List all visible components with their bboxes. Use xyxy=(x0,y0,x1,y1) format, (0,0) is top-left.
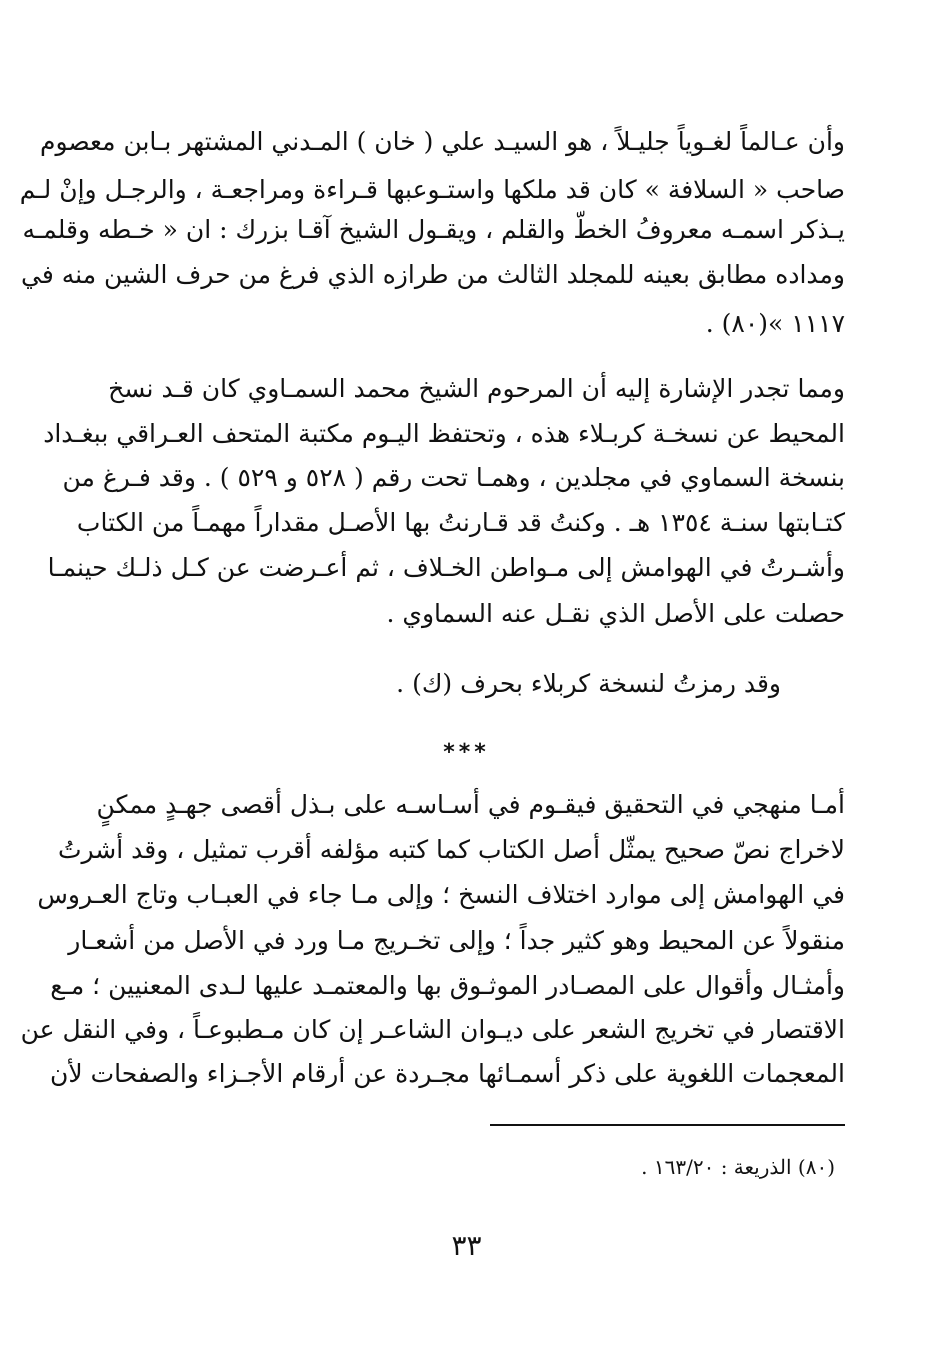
paragraph-2-line-3: بنسخة السماوي في مجلدين ، وهمـا تحت رقم ( ٥٢٨ و ٥٢٩ ) . وقد فـرغ من xyxy=(62,463,845,492)
paragraph-4-line-1: أمـا منهجي في التحقيق فيقـوم في أسـاسـه على بـذل أقصى جهـدٍ ممكنٍ xyxy=(96,790,845,819)
paragraph-4-line-7: المعجمات اللغوية على ذكر أسمـائها مجـردة عن أرقام الأجـزاء والصفحات لأن xyxy=(50,1059,845,1088)
paragraph-1-line-1: وأن عـالماً لغـوياً جليـلاً ، هو السيـد علي ( خان ) المـدني المشتهر بـابن معصوم xyxy=(39,127,845,156)
page-number: ٣٣ xyxy=(451,1229,482,1262)
paragraph-4-line-3: في الهوامش إلى موارد اختلاف النسخ ؛ وإلى مـا جاء في العبـاب وتاج العـروس xyxy=(37,880,845,909)
paragraph-2-line-1: ومما تجدر الإشارة إليه أن المرحوم الشيخ محمد السمـاوي كان قـد نسخ xyxy=(108,374,845,403)
footnote-divider xyxy=(490,1124,845,1126)
paragraph-4-line-6: الاقتصار في تخريج الشعر على ديـوان الشاعـر إن كان مـطبوعـاً ، وفي النقل عن xyxy=(20,1015,845,1044)
paragraph-4-line-2: لاخراج نصّ صحيح يمثّل أصل الكتاب كما كتبه مؤلفه أقرب تمثيل ، وقد أشرتُ xyxy=(57,835,845,864)
paragraph-2-line-5: وأشـرتُ في الهوامش إلى مـواطن الخـلاف ، ثم أعـرضت عن كـل ذلـك حينمـا xyxy=(47,553,845,582)
paragraph-1-line-2: صاحب « السلافة » كان قد ملكها واستـوعبها قـراءة ومراجعـة ، والرجـل وإنْ لـم xyxy=(19,175,845,204)
paragraph-4-line-4: منقولاً عن المحيط وهو كثير جداً ؛ وإلى تخـريج مـا ورد في الأصل من أشعـار xyxy=(68,926,845,955)
paragraph-2-line-6: حصلت على الأصل الذي نقـل عنه السماوي . xyxy=(386,599,845,628)
paragraph-3-line-1: وقد رمزتُ لنسخة كربلاء بحرف (ك) . xyxy=(396,669,781,698)
paragraph-1-line-4: ومداده مطابق بعينه للمجلد الثالث من طرازه الذي فرغ من حرف الشين منه في xyxy=(21,260,845,289)
paragraph-1-line-3: يـذكر اسمـه معروفُ الخطّ والقلم ، ويقـول الشيخ آقـا بزرك : ان « خـطه وقلمـه xyxy=(22,215,845,244)
paragraph-1-line-5: ١١١٧ »(٨٠) . xyxy=(705,309,845,338)
section-separator: *** xyxy=(443,740,490,765)
paragraph-4-line-5: وأمثـال وأقوال على المصـادر الموثـوق بها والمعتمـد عليها لـدى المعنيين ؛ مـع xyxy=(50,971,845,1000)
paragraph-2-line-4: كتـابتها سنـة ١٣٥٤ هـ . وكنتُ قد قـارنتُ بها الأصـل مقداراً مهمـاً من الكتاب xyxy=(76,508,845,537)
paragraph-2-line-2: المحيط عن نسخـة كربـلاء هذه ، وتحتفظ اليـوم مكتبة المتحف العـراقي ببغـداد xyxy=(43,419,845,448)
footnote-80: (٨٠) الذريعة : ١٦٣/٢٠ . xyxy=(641,1155,835,1179)
